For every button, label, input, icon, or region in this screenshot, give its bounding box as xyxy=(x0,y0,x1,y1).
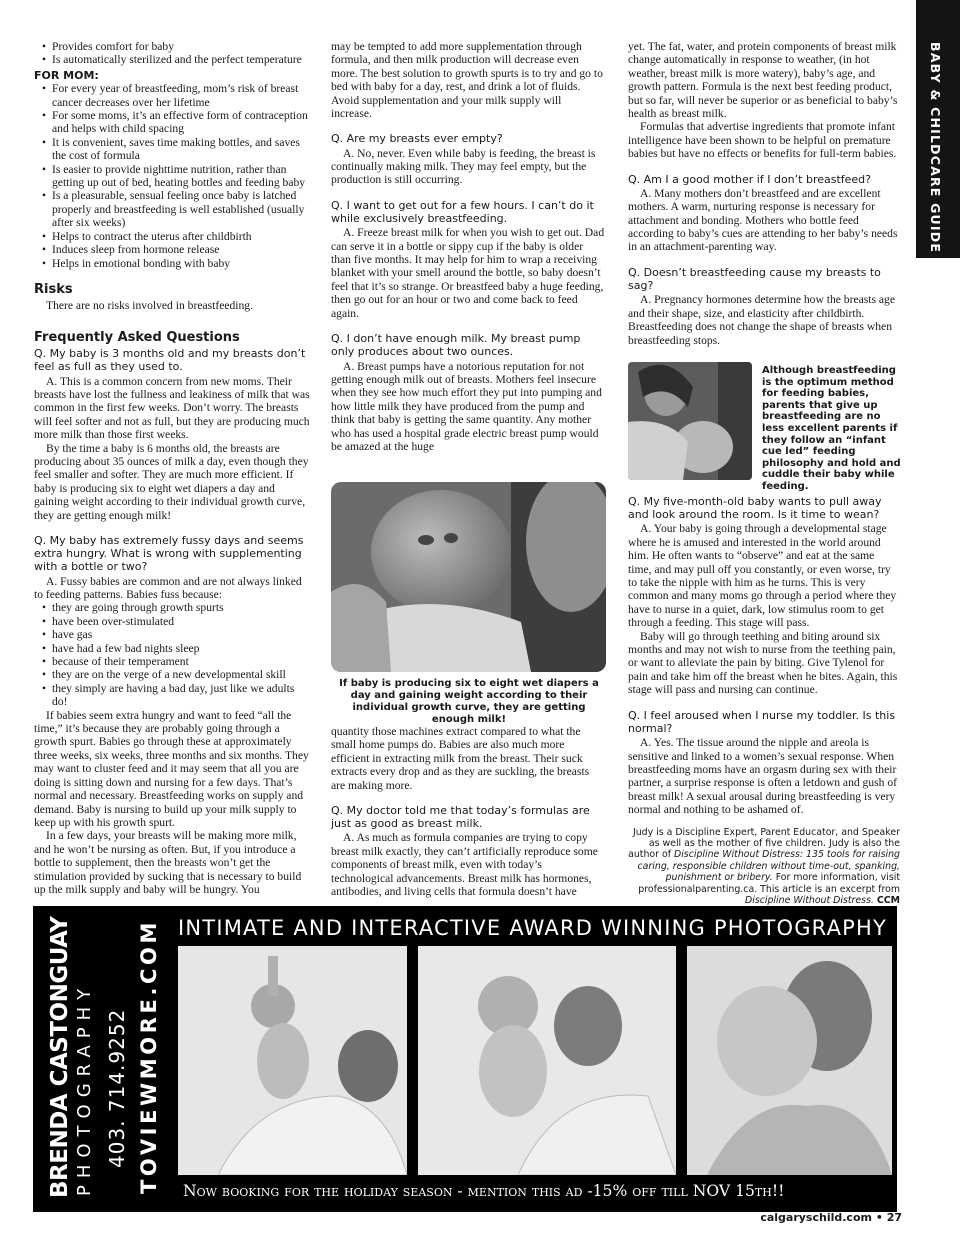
ad-headline: INTIMATE AND INTERACTIVE AWARD WINNING PHOTOGRAPHY xyxy=(178,916,888,940)
bio-book-title: Discipline Without Distress: 135 tools for raising caring, responsible children without time-out, spanking, punishment or bribery. xyxy=(637,849,900,884)
photo-caption: If baby is producing six to eight wet diapers a day and gaining weight according to their individual growth curve, they are getting enough milk! xyxy=(339,678,599,725)
father-baby-photo-1 xyxy=(178,946,407,1175)
list-item: • Helps in emotional bonding with baby xyxy=(42,257,312,270)
faq-answer: A. As much as formula companies are trying to copy breast milk exactly, they can’t artificially reproduce some components of breast milk, even with today’s technological advancements. Breast milk has hormones, antibodies, and living cells that formula doesn’t have xyxy=(331,831,598,899)
author-bio xyxy=(628,827,900,907)
faq-question: Q. I feel aroused when I nurse my toddler. Is this normal? xyxy=(628,708,896,735)
faq-answer: In a few days, your breasts will be making more milk, and he won’t be nursing as often. But, if you introduce a bottle to supplement, then the breasts won’t get the stimulation provided by sucking that is necessary to build up the milk supply and baby will be hungry. You xyxy=(34,829,302,896)
baby-benefits-list xyxy=(34,40,312,67)
list-item: • Provides comfort for baby xyxy=(42,40,312,53)
faq-question: Q. My baby is 3 months old and my breasts don’t feel as full as they used to. xyxy=(34,347,306,374)
list-item: • For some moms, it’s an effective form of contraception and helps with child spacing xyxy=(42,109,312,136)
risks-text: There are no risks involved in breastfeeding. xyxy=(46,299,254,313)
list-item: • Is automatically sterilized and the perfect temperature xyxy=(42,53,312,66)
column-2 xyxy=(331,40,605,453)
fussy-reasons-list xyxy=(34,601,312,708)
faq-question: Q. My five-month-old baby wants to pull away and look around the room. Is it time to wean? xyxy=(628,495,882,522)
paragraph: may be tempted to add more supplementation through formula, and then milk production will decrease even more. The best solution to growth spurts is to try and go to bed with baby for a day, rest, and drink a lot of fluids. Avoid supplementation and your milk supply will increase. xyxy=(331,40,603,121)
page-number: 27 xyxy=(886,1211,902,1224)
list-item: • they are going through growth spurts xyxy=(42,601,312,614)
bio-text: For more information, visit professionalparenting.ca. This article is an excerpt from xyxy=(638,872,900,895)
ad-phone: 403. 714.9252 xyxy=(105,1008,129,1168)
list-item: • have had a few bad nights sleep xyxy=(42,642,312,655)
list-item: • have gas xyxy=(42,628,312,641)
faq-heading: Frequently Asked Questions xyxy=(34,329,240,345)
column-2-continued xyxy=(331,725,605,898)
list-item: • Helps to contract the uterus after childbirth xyxy=(42,230,312,243)
father-baby-photo-2 xyxy=(418,946,676,1175)
magazine-tag: CCM xyxy=(876,894,900,906)
list-item: • It is convenient, saves time making bottles, and saves the cost of formula xyxy=(42,136,312,163)
father-baby-photo-3 xyxy=(687,946,892,1175)
faq-question: Q. Doesn’t breastfeeding cause my breasts to sag? xyxy=(628,265,881,293)
ad-offer: Now booking for the holiday season - mention this ad -15% off till NOV 15th!! xyxy=(183,1182,785,1200)
faq-answer: A. No, never. Even while baby is feeding, the breast is continually making milk. They may feel empty, but the production is still occurring. xyxy=(331,146,596,187)
list-item: • they simply are having a bad day, just like we adults do! xyxy=(42,682,312,709)
faq-answer: A. Pregnancy hormones determine how the breasts age and their shape, size, and elasticity after childbirth. Breastfeeding does not change the shape of breasts when breastfeeding stops. xyxy=(628,293,895,347)
faq-question: Q. Am I a good mother if I don’t breastfeed? xyxy=(628,172,872,186)
faq-question: Q. My baby has extremely fussy days and seems extra hungry. What is wrong with supplementing with a bottle or two? xyxy=(34,534,304,574)
breastfeeding-mother-photo xyxy=(628,362,752,480)
bio-source-title: Discipline Without Distress. xyxy=(745,894,874,906)
faq-question: Q. Are my breasts ever empty? xyxy=(331,132,503,146)
section-tab-label: BABY & CHILDCARE GUIDE xyxy=(928,42,943,254)
column-1 xyxy=(34,40,312,896)
ad-website: TOVIEWMORE.COM xyxy=(137,919,161,1194)
list-item: • For every year of breastfeeding, mom’s risk of breast cancer decreases over her lifetime xyxy=(42,82,312,109)
bio-text: Judy is a Discipline Expert, Parent Educator, and Speaker as well as the mother of five children. Judy is also the author of xyxy=(628,826,900,861)
faq-answer: A. Your baby is going through a developmental stage where he is amused and interested in the world around him. He often wants to “observe” and eat at the same time, and may pull off you constantly, or even worse, try to take the nipple with him as he turns. This is very common and many moms go through a period where they have to nurse in a quiet, dark, low stimulus room to get through a feeding. This stage will pass. xyxy=(628,522,897,630)
paragraph: Formulas that advertise ingredients that promote infant intelligence have been shown to be helpful on premature babies but have no effects or benefits for full-term babies. xyxy=(628,120,897,161)
site-url: calgaryschild.com xyxy=(760,1211,872,1224)
faq-question: Q. My doctor told me that today’s formulas are just as good as breast milk. xyxy=(331,804,590,831)
photo-caption: Although breastfeeding is the optimum method for feeding babies, parents that give up breastfeeding are no less excellent parents if they follow an “infant cue led” feeding philosophy and hold and cuddle their baby while feeding. xyxy=(762,365,901,492)
section-tab xyxy=(916,0,960,258)
list-item: • because of their temperament xyxy=(42,655,312,668)
paragraph: yet. The fat, water, and protein components of breast milk change automatically in response to weather, (in hot weather, breast milk is more watery), baby’s age, and growth pattern. Formula is the next best feeding product, but so far, will never be superior or as beneficial to baby’s health as breast milk. xyxy=(628,40,898,121)
faq-answer: A. Fussy babies are common and are not always linked to feeding patterns. Babies fuss because: xyxy=(34,574,302,602)
page-footer xyxy=(760,1211,902,1224)
mom-benefits-list xyxy=(34,82,312,270)
faq-answer: By the time a baby is 6 months old, the breasts are producing about 35 ounces of milk a day, even though they feel smaller and softer. They are much more efficient. If baby is producing six to eight wet diapers a day and gaining weight according to their individual growth curve, they are getting enough milk! xyxy=(34,441,309,522)
faq-answer: A. Breast pumps have a notorious reputation for not getting enough milk out of breasts. Mothers feel insecure when they see how much effort they put into pumping and how little milk they have produced from the pump and think that baby is getting the same quantity. Any mother who has used a hospital grade electric breast pump would be amazed at the huge xyxy=(331,359,602,453)
footer-separator: • xyxy=(875,1211,883,1224)
faq-answer: A. Freeze breast milk for when you wish to get out. Dad can serve it in a bottle or sippy cup if the baby is older than five months. It may help for him to wrap a receiving blanket with your smell around the bottle, so baby doesn’t feel that it’s so strange. Or breastfeed baby a huge feeding, then go out for an hour or two and come back to feed again. xyxy=(331,226,605,320)
list-item: • Induces sleep from hormone release xyxy=(42,243,312,256)
baby-portrait-photo xyxy=(331,482,606,672)
faq-answer: A. This is a common concern from new moms. Their breasts have lost the fullness and leakiness of milk that was common in the first few weeks. Don’t worry. The breasts will feel softer and not as full, but they are producing much more milk than those first weeks. xyxy=(34,374,310,442)
for-mom-label: FOR MOM: xyxy=(34,68,99,82)
faq-answer: A. Yes. The tissue around the nipple and areola is sensitive and linked to a women’s sexual response. When breastfeeding moms have an orgasm during sex with their partner, a surprise response is often a letdown and gush of breast milk! A sexual arousal during breastfeeding is very normal and nothing to be ashamed of. xyxy=(628,736,898,817)
column-3 xyxy=(628,40,900,347)
faq-answer: A. Many mothers don’t breastfeed and are excellent mothers. A warm, nurturing response is necessary for attachment and bonding. Mothers who bottle feed according to baby’s cues are attending to her baby’s needs in an attachment-parenting way. xyxy=(628,186,898,254)
list-item: • they are on the verge of a new developmental skill xyxy=(42,668,312,681)
faq-question: Q. I don’t have enough milk. My breast pump only produces about two ounces. xyxy=(331,332,581,359)
risks-heading: Risks xyxy=(34,281,73,297)
list-item: • Is a pleasurable, sensual feeling once baby is latched properly and breastfeeding is well established (usually after six weeks) xyxy=(42,189,312,229)
faq-answer: Baby will go through teething and biting around six months and may not wish to nurse from the teething pain, or want to alleviate the pain by biting. Give Tylenol for pain and take him off the breast when he bites. Again, this stage will pass and nursing can continue. xyxy=(628,629,898,697)
photography-ad xyxy=(33,906,897,1212)
faq-answer: If babies seem extra hungry and want to feed “all the time,” it’s because they are probably going through a growth spurt. Babies go through these at approximately three weeks, six weeks, three months and six months. They may want to cluster feed and it may seem that all you are doing is sitting down and nursing for a few days. That’s normal and necessary. Breastfeeding works on supply and demand. Baby is nursing to build up your milk supply to keep up with his growth spurt. xyxy=(34,708,309,829)
faq-question: Q. I want to get out for a few hours. I can’t do it while exclusively breastfeeding. xyxy=(331,198,594,226)
column-3-continued xyxy=(628,485,900,906)
paragraph: quantity those machines extract compared to what the small home pumps do. Babies are also much more efficient in extracting milk from the breast. Their suck extracts every drop and as they are suckling, the breasts are making more. xyxy=(331,725,590,792)
list-item: • Is easier to provide nighttime nutrition, rather than getting up out of bed, heating bottles and feeding baby xyxy=(42,163,312,190)
ad-business-name: BRENDA CASTONGUAY xyxy=(47,916,73,1198)
ad-subtitle: PHOTOGRAPHY xyxy=(74,981,95,1196)
list-item: • have been over-stimulated xyxy=(42,615,312,628)
